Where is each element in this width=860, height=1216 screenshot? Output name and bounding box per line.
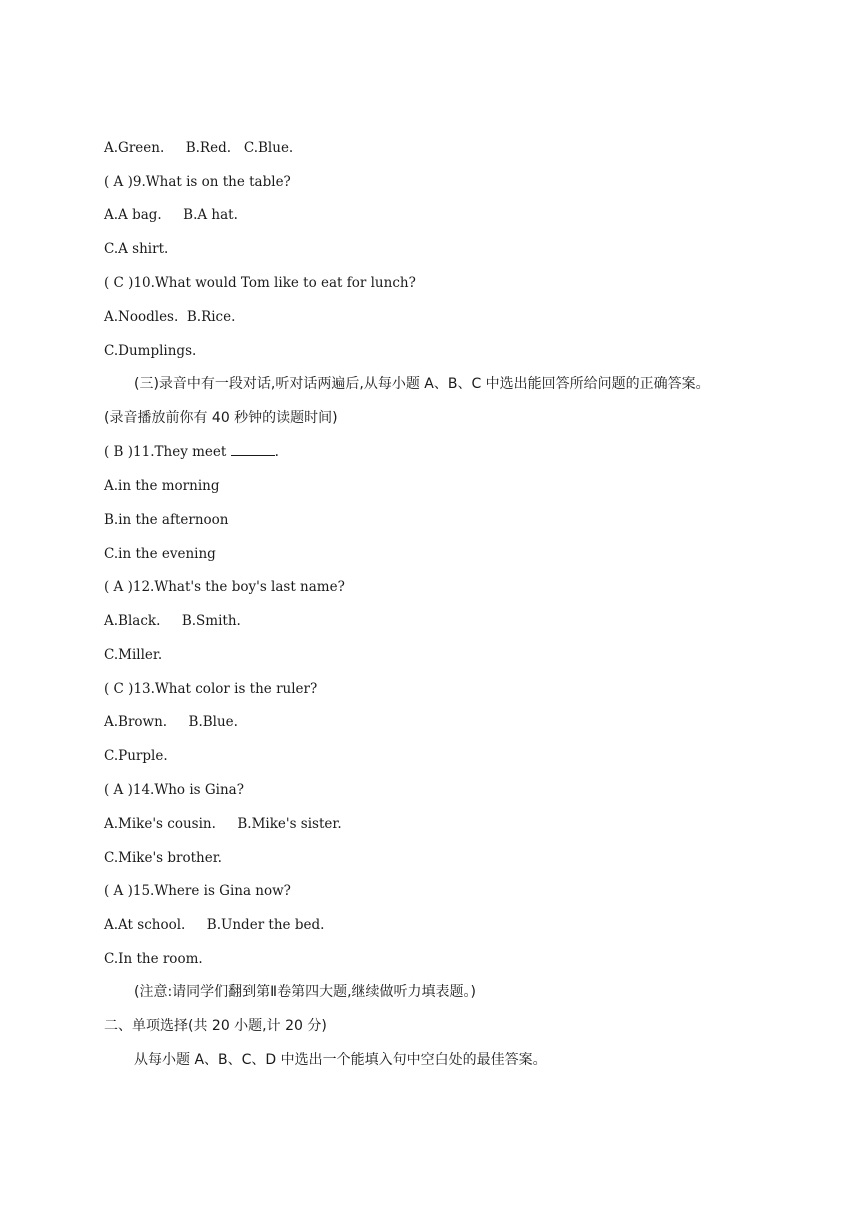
q13-option-c: C.Purple. bbox=[104, 748, 168, 764]
q12-option-c: C.Miller. bbox=[104, 647, 163, 663]
q11-option-c: C.in the evening bbox=[104, 546, 216, 562]
q10-option-c: C.Dumplings. bbox=[104, 343, 197, 359]
q8-options: A.Green. B.Red. C.Blue. bbox=[104, 140, 294, 156]
q15-option-c: C.In the room. bbox=[104, 951, 203, 967]
q11-question bbox=[104, 443, 279, 461]
q15-options-ab: A.At school. B.Under the bed. bbox=[104, 917, 325, 933]
q11-question-end: . bbox=[274, 444, 279, 460]
q9-options-ab: A.A bag. B.A hat. bbox=[104, 207, 238, 223]
q12-question: ( A )12.What's the boy's last name? bbox=[104, 579, 345, 595]
q11-option-b: B.in the afternoon bbox=[104, 512, 229, 528]
q14-options-ab: A.Mike's cousin. B.Mike's sister. bbox=[104, 816, 342, 832]
q10-options-ab: A.Noodles. B.Rice. bbox=[104, 309, 236, 325]
reading-time-note: (录音播放前你有 40 秒钟的读题时间) bbox=[104, 410, 338, 426]
section-2-instruction: 从每小题 A、B、C、D 中选出一个能填入句中空白处的最佳答案。 bbox=[134, 1052, 547, 1068]
q13-question: ( C )13.What color is the ruler? bbox=[104, 681, 318, 697]
answer-blank bbox=[231, 443, 275, 456]
q10-question: ( C )10.What would Tom like to eat for lunch? bbox=[104, 275, 416, 291]
q11-question-text: ( B )11.They meet bbox=[104, 444, 231, 460]
attention-note: (注意:请同学们翻到第Ⅱ卷第四大题,继续做听力填表题。) bbox=[134, 984, 476, 1000]
section-2-heading: 二、单项选择(共 20 小题,计 20 分) bbox=[104, 1018, 327, 1034]
q13-options-ab: A.Brown. B.Blue. bbox=[104, 714, 238, 730]
q12-options-ab: A.Black. B.Smith. bbox=[104, 613, 241, 629]
q9-question: ( A )9.What is on the table? bbox=[104, 174, 291, 190]
q14-option-c: C.Mike's brother. bbox=[104, 850, 222, 866]
q9-option-c: C.A shirt. bbox=[104, 241, 169, 257]
q14-question: ( A )14.Who is Gina? bbox=[104, 782, 244, 798]
q11-option-a: A.in the morning bbox=[104, 478, 220, 494]
q15-question: ( A )15.Where is Gina now? bbox=[104, 883, 291, 899]
section-3-instruction: (三)录音中有一段对话,听对话两遍后,从每小题 A、B、C 中选出能回答所给问题的正确答案。 bbox=[134, 376, 710, 392]
